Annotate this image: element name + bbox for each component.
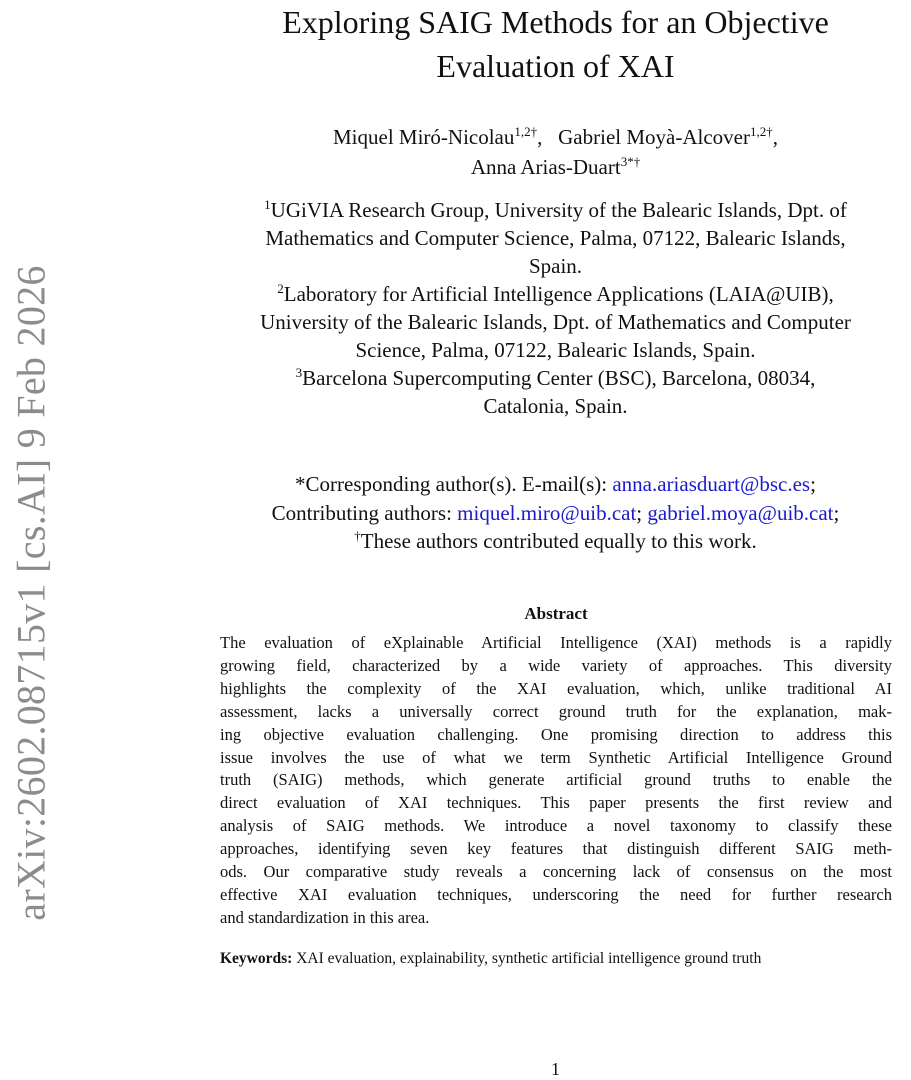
abstract-line: assessment, lacks a universally correct ground truth for the explanation, mak- — [220, 701, 892, 721]
abstract-line: growing field, characterized by a wide variety of approaches. This diversity — [220, 655, 892, 675]
author-marks: 1,2† — [514, 124, 538, 139]
affiliation-line: $^1$UGiVIA Research Group, University of the Balearic Islands, Dpt. of — [264, 197, 847, 222]
author-separator: , — [537, 125, 553, 149]
affiliation-line: Science, Palma, 07122, Balearic Islands, Spain. — [355, 338, 756, 362]
title-line-2: Evaluation of XAI — [436, 48, 675, 84]
affiliation-line: Catalonia, Spain. — [483, 394, 628, 418]
affiliation-mark: 3 — [295, 365, 303, 380]
equal-contribution-note: †These authors contributed equally to this work. — [354, 528, 757, 553]
abstract-line: approaches, identifying seven key features that distinguish different SAIG meth- — [220, 839, 892, 859]
affiliations — [200, 196, 911, 420]
abstract-line: ing objective evaluation challenging. One promising direction to address this — [220, 724, 892, 744]
authors-line-1 — [200, 122, 911, 152]
author-list — [200, 122, 911, 182]
author-marks: 1,2† — [749, 124, 773, 139]
affiliation-mark: 2 — [277, 281, 284, 296]
abstract-line: analysis of SAIG methods. We introduce a novel taxonomy to classify these — [220, 816, 892, 836]
page-number: 1 — [551, 1059, 560, 1079]
correspondence-block — [200, 470, 911, 556]
abstract-line: ods. Our comparative study reveals a concerning lack of consensus on the most — [220, 862, 892, 882]
abstract-line: effective XAI evaluation techniques, underscoring the need for further research — [220, 884, 892, 904]
affiliation-line: University of the Balearic Islands, Dpt. of Mathematics and Computer — [260, 310, 851, 334]
abstract-line: highlights the complexity of the XAI evaluation, which, unlike traditional AI — [220, 678, 892, 698]
keywords-line — [220, 948, 892, 970]
author-name: Anna Arias-Duart — [470, 155, 621, 179]
abstract-line: direct evaluation of XAI techniques. This paper presents the first review and — [220, 793, 892, 813]
affiliation-line: Spain. — [528, 254, 583, 278]
contributing-email-link-2[interactable]: gabriel.moya@uib.cat — [647, 500, 834, 525]
corresponding-author-line: *Corresponding author(s). E-mail(s): anna.ariasduart@bsc.es; — [295, 472, 816, 496]
abstract-heading: Abstract — [524, 604, 588, 623]
dagger-mark: † — [354, 528, 361, 543]
contributing-email-link-1[interactable]: miquel.miro@uib.cat — [457, 500, 637, 525]
abstract-text — [220, 632, 892, 930]
affiliation-line: $^2$Laboratory for Artificial Intelligence Applications (LAIA@UIB), — [277, 281, 834, 306]
abstract-line: and standardization in this area. — [220, 907, 430, 927]
keywords-label: Keywords: — [220, 950, 293, 967]
paper-title — [200, 0, 911, 88]
authors-line-2 — [200, 152, 911, 182]
arxiv-identifier-stamp: arXiv:2602.08715v1 [cs.AI] 9 Feb 2026 — [8, 265, 54, 921]
corresponding-email-link[interactable]: anna.ariasduart@bsc.es — [612, 472, 811, 496]
affiliation-line: $^3$Barcelona Supercomputing Center (BSC), Barcelona, 08034, — [295, 365, 816, 390]
affiliation-mark: 1 — [264, 197, 271, 212]
keywords-text: XAI evaluation, explainability, synthetic artificial intelligence ground truth — [292, 950, 762, 967]
title-line-1: Exploring SAIG Methods for an Objective — [282, 4, 829, 40]
abstract-line: The evaluation of eXplainable Artificial Intelligence (XAI) methods is a rapidly — [220, 633, 892, 652]
author-name: Gabriel Moyà-Alcover — [558, 125, 750, 149]
author-marks: 3*† — [620, 154, 641, 169]
author-name: Miquel Miró-Nicolau — [333, 125, 515, 149]
abstract-line: truth (SAIG) methods, which generate artificial ground truths to enable the — [220, 770, 892, 790]
affiliation-line: Mathematics and Computer Science, Palma, 07122, Balearic Islands, — [265, 226, 846, 250]
author-separator: , — [772, 125, 778, 149]
contributing-authors-line: Contributing authors: miquel.miro@uib.cat; gabriel.moya@uib.cat; — [271, 500, 840, 525]
abstract-line: issue involves the use of what we term Synthetic Artificial Intelligence Ground — [220, 747, 892, 767]
